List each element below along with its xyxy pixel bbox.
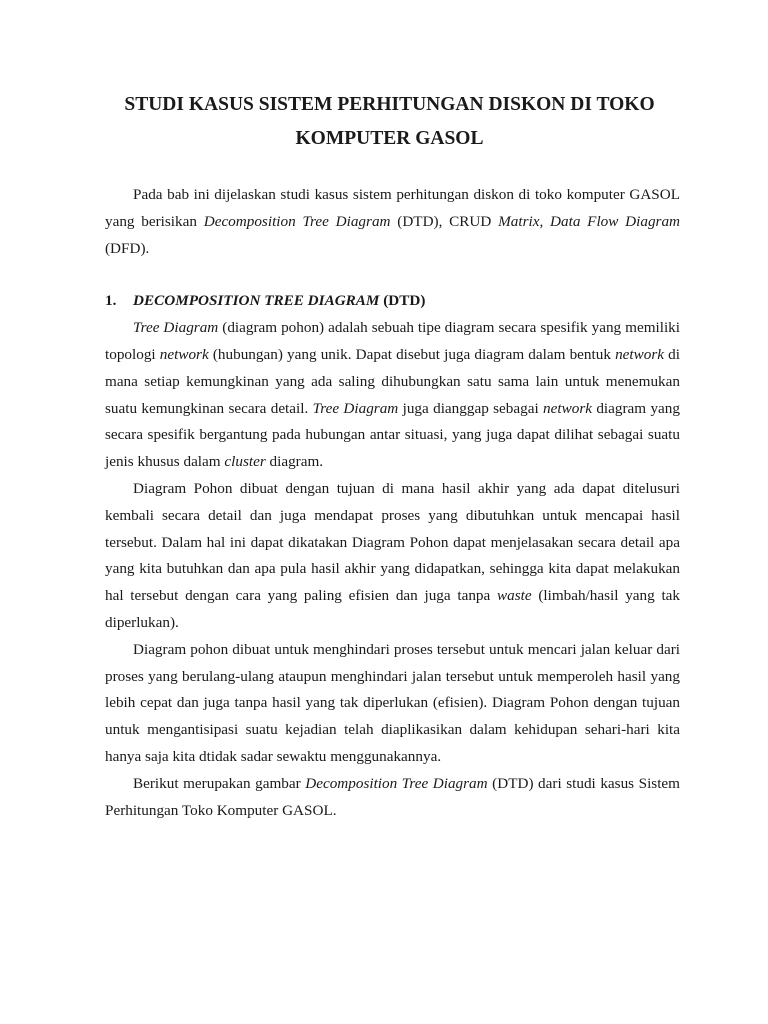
text-run: Diagram Pohon dibuat dengan tujuan di mana hasil akhir yang ada dapat ditelusuri kembali secara detail dan juga mendapat proses yang dibutuhkan untuk mencapai hasil tersebut. Dalam hal ini dapat dikatakan Diagram Pohon dapat menjelasakan secara detail apa yang kita butuhkan dan apa pula hasil akhir yang didapatkan, sehingga kita dapat melakukan hal tersebut dengan cara yang paling efisien dan juga tanpa bbox=[105, 479, 680, 605]
italic-term: network bbox=[543, 399, 592, 417]
italic-term: waste bbox=[496, 587, 532, 605]
paragraph-dtd-intro bbox=[105, 771, 680, 825]
paragraph-diagram-pohon-purpose bbox=[105, 476, 680, 637]
text-run: Berikut merupakan gambar bbox=[133, 774, 306, 792]
text-run: Pada bab ini dijelaskan studi kasus sistem perhitungan diskon di toko komputer GASOL yang berisikan bbox=[105, 186, 680, 230]
title-line-2: KOMPUTER GASOL bbox=[295, 128, 484, 149]
paragraph-diagram-pohon-efficiency bbox=[105, 637, 680, 771]
italic-term: Decomposition Tree Diagram bbox=[203, 212, 391, 230]
italic-term: Tree Diagram bbox=[312, 399, 399, 417]
title-line-1: STUDI KASUS SISTEM PERHITUNGAN DISKON DI TOKO bbox=[124, 94, 655, 115]
italic-term: Tree Diagram bbox=[133, 319, 219, 337]
italic-term: network bbox=[615, 345, 664, 363]
text-run: (limbah/hasil yang tak diperlukan). bbox=[105, 587, 680, 631]
text-run: (DTD), CRUD bbox=[390, 212, 499, 230]
document-title bbox=[99, 88, 680, 156]
paragraph-tree-diagram bbox=[105, 315, 680, 476]
intro-paragraph bbox=[105, 182, 680, 262]
italic-term: network bbox=[159, 345, 209, 363]
italic-term: Decomposition Tree Diagram bbox=[305, 774, 488, 792]
text-run: diagram yang secara spesifik bergantung pada hubungan antar situasi, yang juga dapat dilihat sebagai suatu jenis khusus dalam bbox=[105, 399, 680, 471]
text-run: (DFD). bbox=[105, 239, 150, 257]
section-number: 1. bbox=[105, 292, 117, 310]
text-run: juga dianggap sebagai bbox=[398, 399, 544, 417]
text-run: Diagram pohon dibuat untuk menghindari proses tersebut untuk mencari jalan keluar dari proses yang berulang-ulang ataupun menghindari jalan tersebut untuk memperoleh hasil yang lebih cepat dan juga tanpa hasil yang tak diperlukan (efisien). Diagram Pohon dengan tujuan untuk mengantisipasi suatu kejadian telah diaplikasikan dalam kehidupan sehari-hari kita hanya saja kita dtidak sadar sewaktu menggunakannya. bbox=[105, 640, 680, 765]
section-heading bbox=[105, 288, 680, 315]
text-run: di mana setiap kemungkinan yang ada saling dihubungkan satu sama lain untuk menemukan suatu kemungkinan secara detail. bbox=[105, 345, 680, 417]
italic-term: Matrix, Data Flow Diagram bbox=[498, 212, 681, 230]
italic-term: cluster bbox=[224, 453, 266, 471]
text-run: (diagram pohon) adalah sebuah tipe diagram secara spesifik yang memiliki topologi bbox=[105, 319, 680, 363]
text-run: (DTD) dari studi kasus Sistem Perhitungan Toko Komputer GASOL. bbox=[105, 774, 680, 819]
text-run: (hubungan) yang unik. Dapat disebut juga diagram dalam bentuk bbox=[208, 345, 616, 363]
section-title-italic: DECOMPOSITION TREE DIAGRAM bbox=[133, 292, 380, 310]
text-run: diagram. bbox=[265, 453, 324, 471]
section-title-rest: (DTD) bbox=[379, 292, 426, 310]
